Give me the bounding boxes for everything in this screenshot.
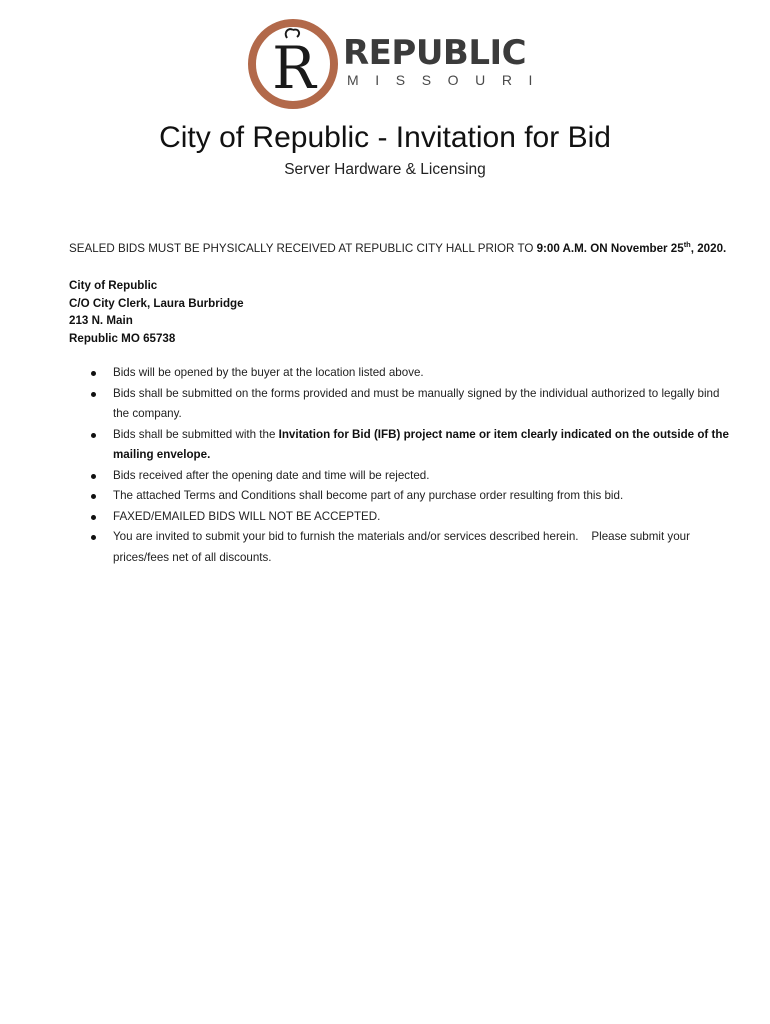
republic-logo: [247, 18, 550, 110]
list-item: FAXED/EMAILED BIDS WILL NOT BE ACCEPTED.: [69, 507, 729, 528]
logo-subtitle: MISSOURI: [347, 72, 550, 88]
svg-text:R: R: [272, 34, 316, 102]
page-title: City of Republic - Invitation for Bid: [159, 121, 611, 154]
republic-r-logo-icon: [247, 18, 339, 110]
list-item: Bids received after the opening date and time will be rejected.: [69, 466, 729, 487]
page-subtitle: Server Hardware & Licensing: [284, 161, 486, 178]
logo-wordmark: REPUBLIC: [343, 33, 527, 73]
address-line: C/O City Clerk, Laura Burbridge: [69, 296, 244, 310]
ifb-emphasis: Invitation for Bid (IFB) project name or item clearly indicated on the outside of the mailing envelope.: [113, 427, 729, 461]
list-item: You are invited to submit your bid to furnish the materials and/or services described herein. Please submit your prices/fees net of all discounts.: [69, 527, 729, 568]
list-item: Bids shall be submitted with the Invitation for Bid (IFB) project name or item clearly indicated on the outside of the mailing envelope.: [69, 425, 729, 466]
sealed-bids-notice: [69, 236, 749, 258]
notice-deadline-suffix: th: [683, 240, 691, 249]
notice-deadline: 9:00 A.M. ON November 25th, 2020.: [536, 240, 727, 255]
list-item: Bids shall be submitted on the forms provided and must be manually signed by the individual authorized to legally bind the company.: [69, 384, 729, 425]
address-line: City of Republic: [69, 279, 158, 292]
bid-instructions-list: [69, 363, 729, 568]
address-line: 213 N. Main: [69, 314, 133, 327]
mailing-address: [69, 277, 244, 347]
list-item: Bids will be opened by the buyer at the location listed above.: [69, 363, 729, 384]
notice-text: SEALED BIDS MUST BE PHYSICALLY RECEIVED AT REPUBLIC CITY HALL PRIOR TO: [69, 241, 537, 255]
address-line: Republic MO 65738: [69, 331, 176, 345]
list-item: The attached Terms and Conditions shall become part of any purchase order resulting from this bid.: [69, 486, 729, 507]
